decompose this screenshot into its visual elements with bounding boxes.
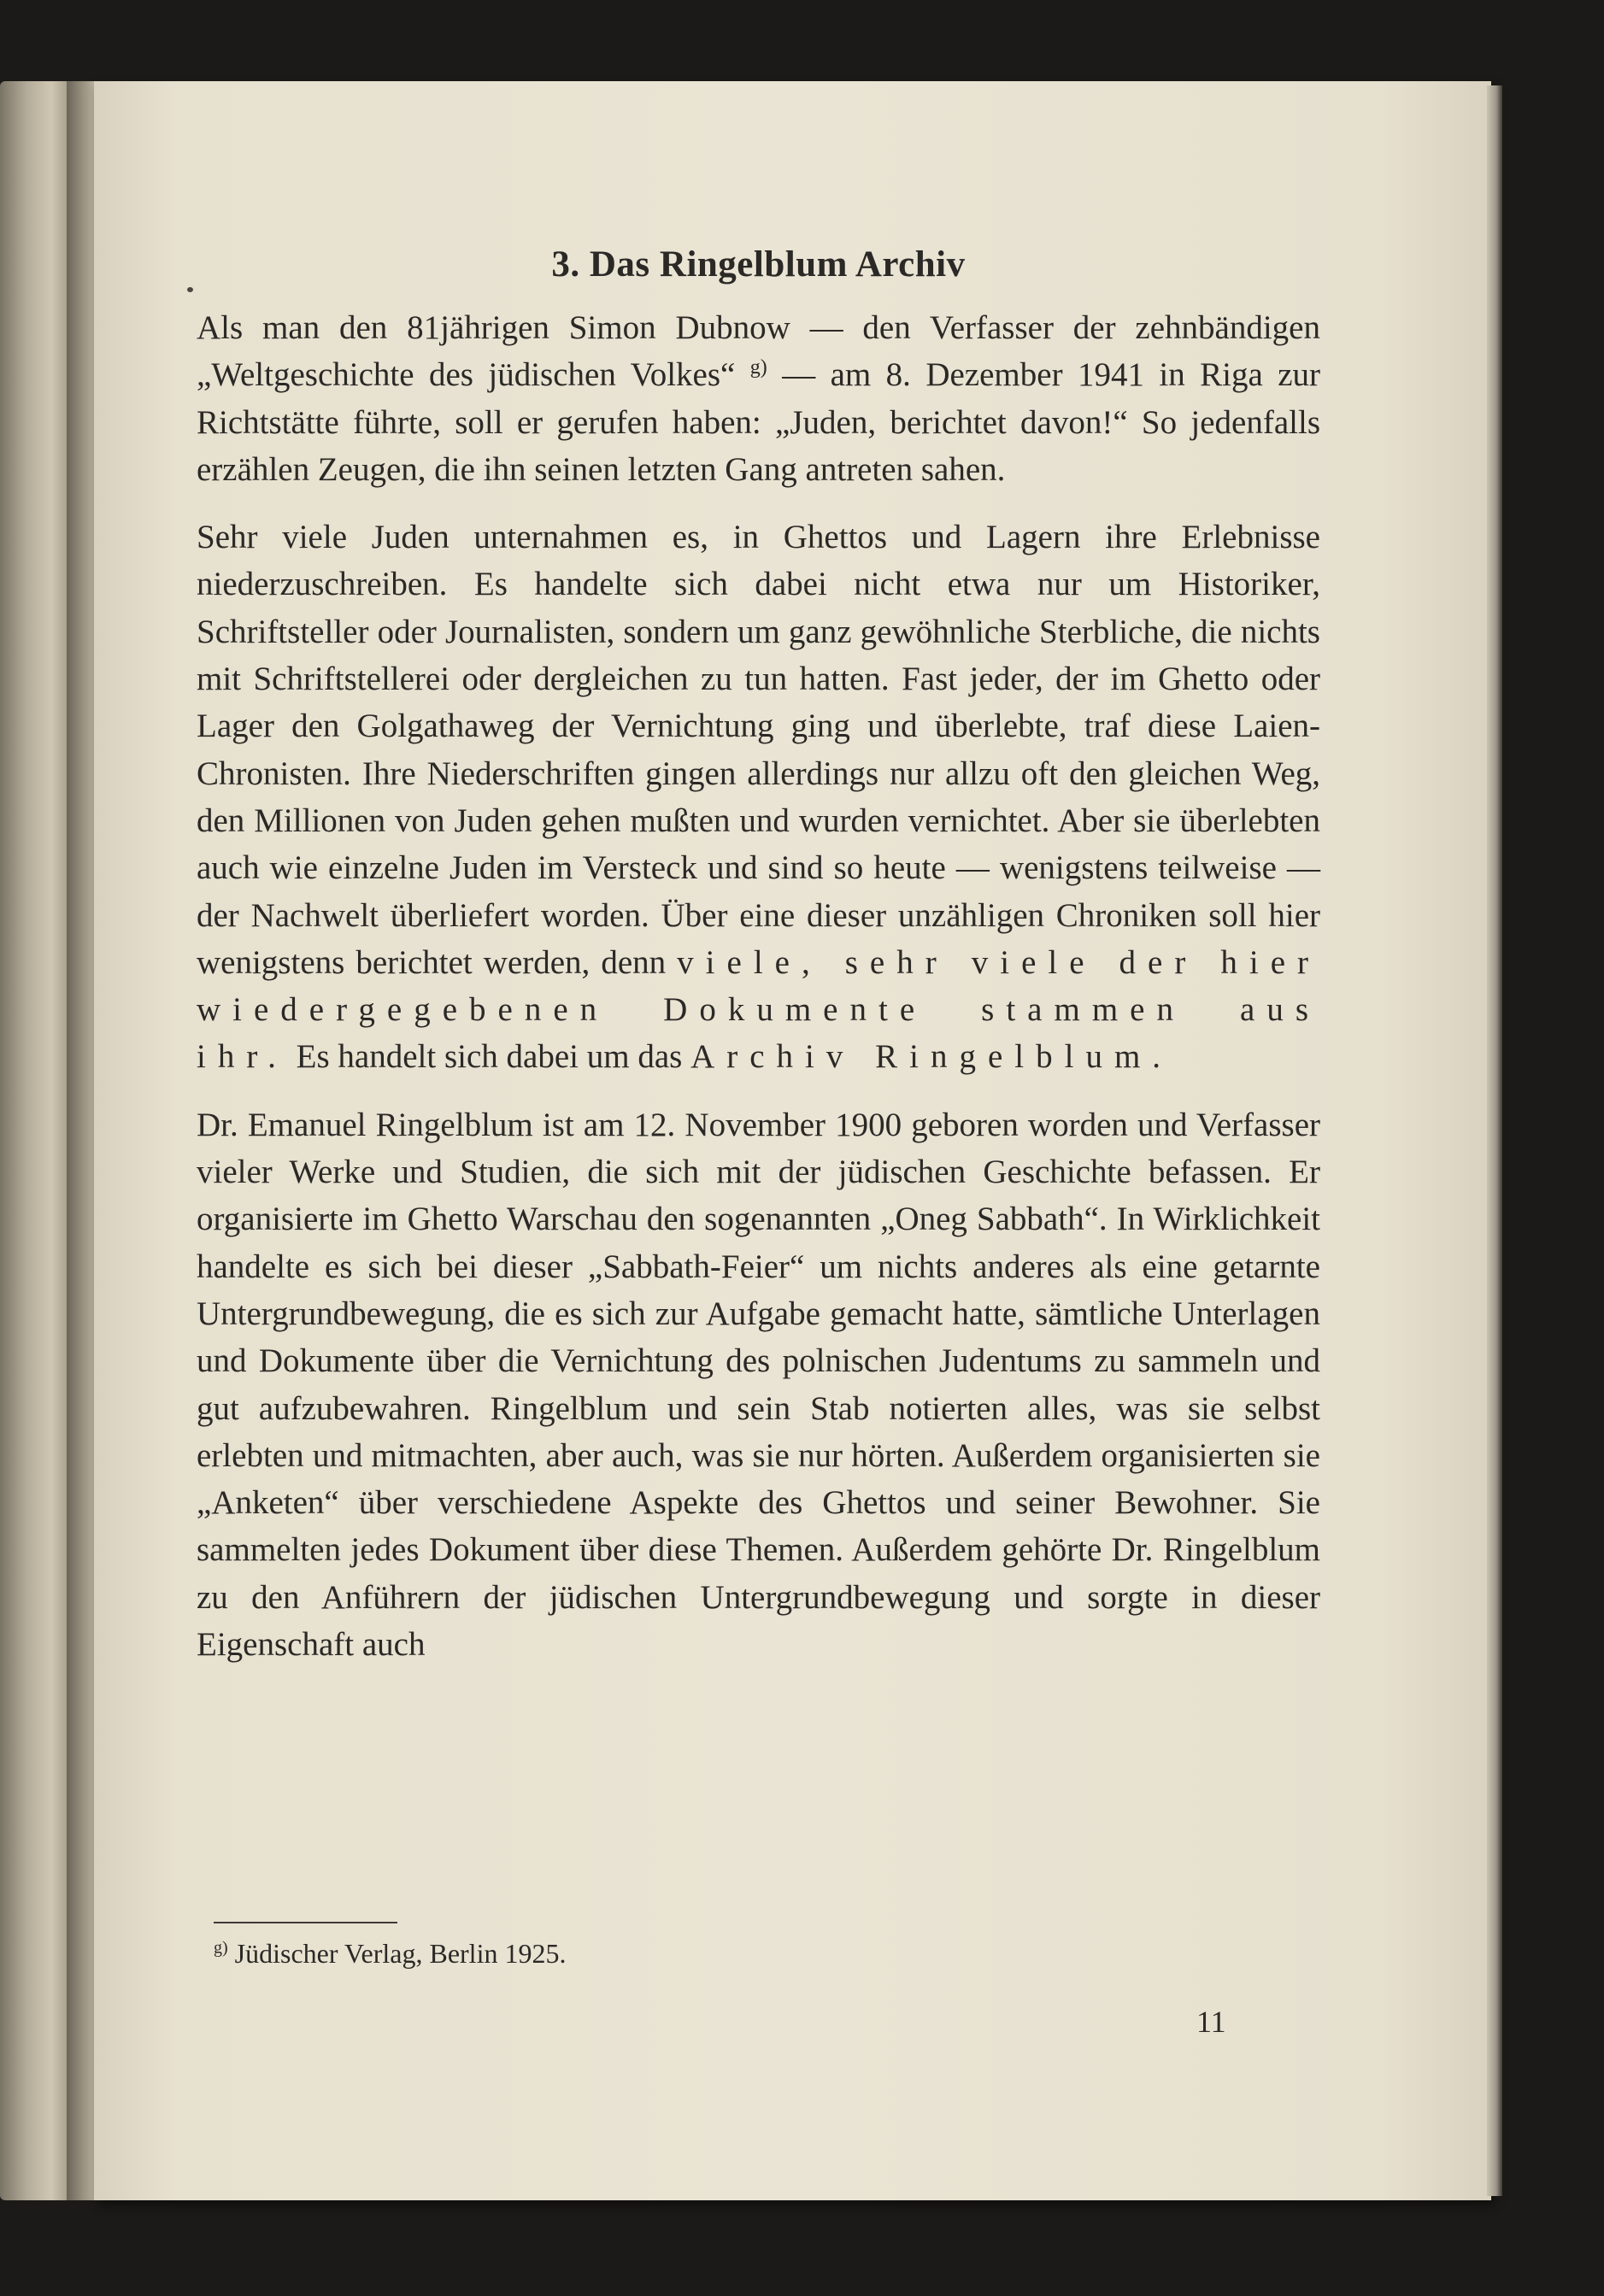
paragraph-2-text-b: Es handelt sich dabei um das bbox=[296, 1038, 683, 1076]
paragraph-2-text-a: Sehr viele Juden unternahmen es, in Ghettos und Lagern ihre Erlebnisse niederzuschreiben. Es handelte sich dabei nicht etwa nur um Historiker, Schriftsteller oder Journalisten, sondern um ganz gewöhnliche Sterbliche, die nichts mit Schriftstellerei oder dergleichen zu tun hatten. Fast jeder, der im Ghetto oder Lager den Golgathaweg der Vernichtung ging und überlebte, traf diese Laien-Chronisten. Ihre Niederschriften gingen allerdings nur allzu oft den gleichen Weg, den Millionen von Juden gehen mußten und wurden vernichtet. Aber sie überlebten auch wie einzelne Juden im Versteck und sind so heute — wenigstens teilweise — der Nachwelt überliefert worden. Über eine dieser unzähligen Chroniken soll hier wenigstens berichtet werden, denn bbox=[197, 519, 1320, 981]
paragraph-1-text-a: Als man den 81jährigen Simon Dubnow — den Verfasser der zehnbändigen „Weltgeschichte des jüdischen Volkes“ bbox=[197, 309, 1320, 394]
footnote bbox=[214, 1938, 566, 1970]
page-number: 11 bbox=[1196, 2005, 1226, 2039]
page-edge-shadow bbox=[1487, 85, 1502, 2196]
paragraph-2-emphasis-2: Archiv Ringelblum. bbox=[690, 1038, 1173, 1076]
footnote-text: Jüdischer Verlag, Berlin 1925. bbox=[234, 1938, 567, 1969]
footnote-marker: g) bbox=[214, 1938, 228, 1958]
chapter-title: 3. Das Ringelblum Archiv bbox=[551, 244, 966, 285]
left-page-edge bbox=[0, 81, 68, 2200]
paragraph-2 bbox=[197, 514, 1320, 1081]
paragraph-1 bbox=[197, 304, 1320, 493]
paragraph-2-emphasis-1: viele, sehr viele der hier wiedergegebenen Dokumente stammen aus ihr. bbox=[197, 943, 1320, 1076]
footnote-reference: g) bbox=[749, 356, 767, 379]
page-content bbox=[197, 244, 1320, 1688]
margin-mark bbox=[187, 287, 193, 292]
footnote-divider bbox=[214, 1922, 397, 1923]
paragraph-1-text-b: — am 8. Dezember 1941 in Riga zur Richtstätte führte, soll er gerufen haben: „Juden, berichtet davon!“ So jedenfalls erzählen Zeugen, die ihn seinen letzten Gang antreten sahen. bbox=[197, 356, 1321, 488]
paragraph-3: Dr. Emanuel Ringelblum ist am 12. November 1900 geboren worden und Verfasser vieler Werke und Studien, die sich mit der jüdischen Geschichte befassen. Er organisierte im Ghetto Warschau den sogenannten „Oneg Sabbath“. In Wirklichkeit handelte es sich bei dieser „Sabbath-Feier“ um nichts anderes als eine getarnte Untergrundbewegung, die es sich zur Aufgabe gemacht hatte, sämtliche Unterlagen und Dokumente über die Vernichtung des polnischen Judentums zu sammeln und gut aufzubewahren. Ringelblum und sein Stab notierten alles, was sie selbst erlebten und mitmachten, aber auch, was sie nur hörten. Außerdem organisierten sie „Anketen“ über verschiedene Aspekte des Ghettos und seiner Bewohner. Sie sammelten jedes Dokument über diese Themen. Außerdem gehörte Dr. Ringelblum zu den Anführern der jüdischen Untergrundbewegung und sorgte in dieser Eigenschaft auch bbox=[197, 1106, 1320, 1664]
